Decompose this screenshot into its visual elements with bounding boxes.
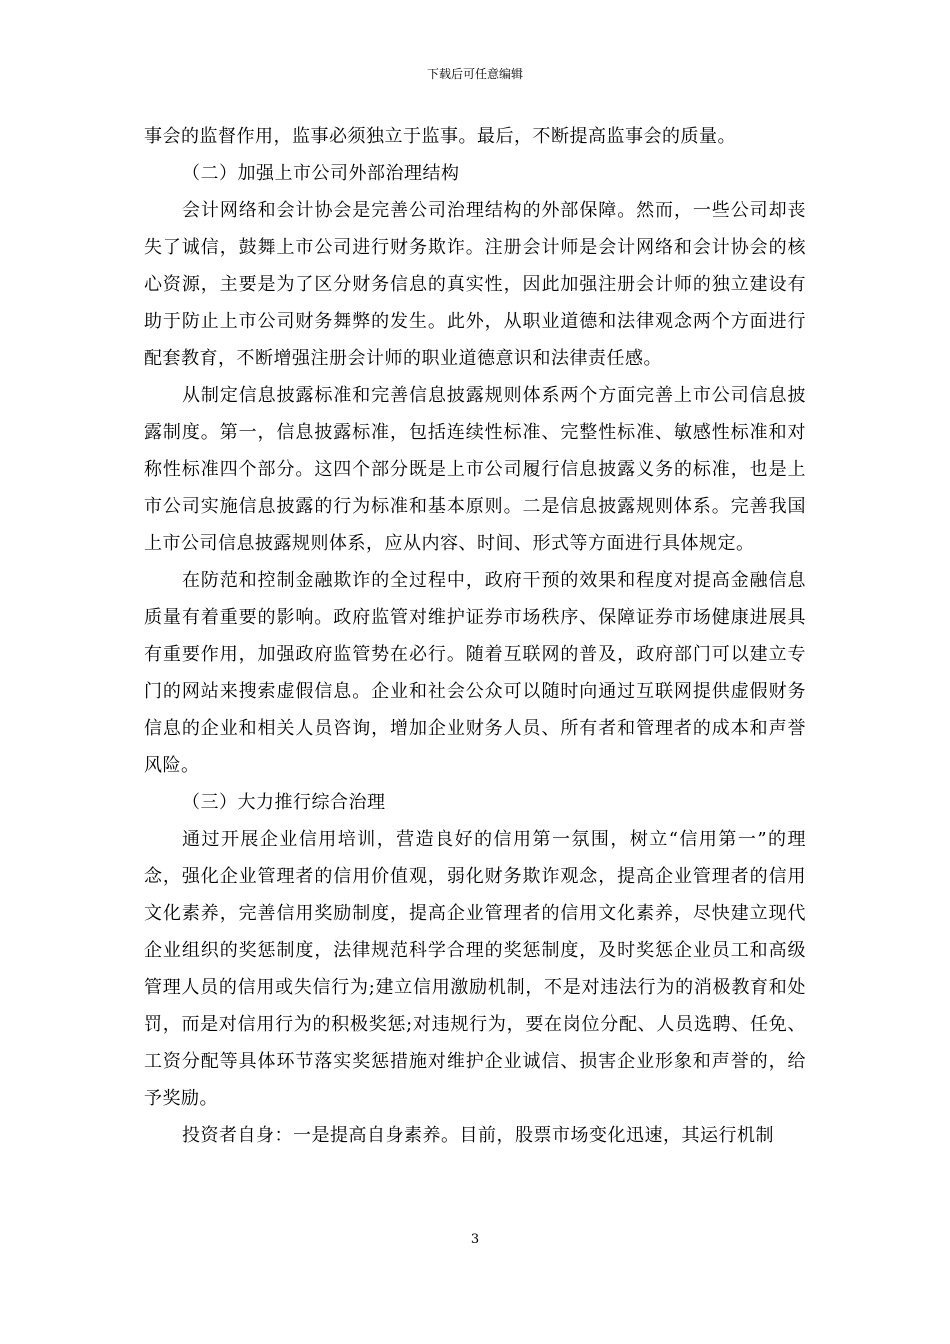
paragraph: 会计网络和会计协会是完善公司治理结构的外部保障。然而，一些公司却丧失了诚信，鼓舞上市公司进行财务欺诈。注册会计师是会计网络和会计协会的核心资源，主要是为了区分财务信息的真实性，因此加强注册会计师的独立建设有助于防止上市公司财务舞弊的发生。此外，从职业道德和法律观念两个方面进行配套教育，不断增强注册会计师的职业道德意识和法律责任感。: [144, 200, 806, 369]
document-body: [144, 118, 806, 1154]
paragraph: 从制定信息披露标准和完善信息披露规则体系两个方面完善上市公司信息披露制度。第一，信息披露标准，包括连续性标准、完整性标准、敏感性标准和对称性标准四个部分。这四个部分既是上市公司履行信息披露义务的标准，也是上市公司实施信息披露的行为标准和基本原则。二是信息披露规则体系。完善我国上市公司信息披露规则体系，应从内容、时间、形式等方面进行具体规定。: [144, 385, 806, 554]
paragraph: 事会的监督作用，监事必须独立于监事。最后，不断提高监事会的质量。: [144, 126, 736, 147]
paragraph: 投资者自身：一是提高自身素养。目前，股票市场变化迅速，其运行机制: [182, 1125, 774, 1146]
page-number: 3: [470, 1232, 480, 1247]
paragraph: 在防范和控制金融欺诈的全过程中，政府干预的效果和程度对提高金融信息质量有着重要的影响。政府监管对维护证券市场秩序、保障证券市场健康进展具有重要作用，加强政府监管势在必行。随着互联网的普及，政府部门可以建立专门的网站来搜索虚假信息。企业和社会公众可以随时向通过互联网提供虚假财务信息的企业和相关人员咨询，增加企业财务人员、所有者和管理者的成本和声誉风险。: [144, 570, 806, 776]
paragraph: 通过开展企业信用培训，营造良好的信用第一氛围，树立“信用第一”的理念，强化企业管理者的信用价值观，弱化财务欺诈观念，提高企业管理者的信用文化素养，完善信用奖励制度，提高企业管理者的信用文化素养，尽快建立现代企业组织的奖惩制度，法律规范科学合理的奖惩制度，及时奖惩企业员工和高级管理人员的信用或失信行为;建立信用激励机制，不是对违法行为的消极教育和处罚，而是对信用行为的积极奖惩;对违规行为，要在岗位分配、人员选聘、任免、工资分配等具体环节落实奖惩措施对维护企业诚信、损害企业形象和声誉的，给予奖励。: [144, 829, 806, 1109]
section-heading: （三）大力推行综合治理: [182, 792, 386, 813]
page-header: 下载后可任意编辑: [426, 67, 523, 81]
section-heading: （二）加强上市公司外部治理结构: [182, 163, 460, 184]
